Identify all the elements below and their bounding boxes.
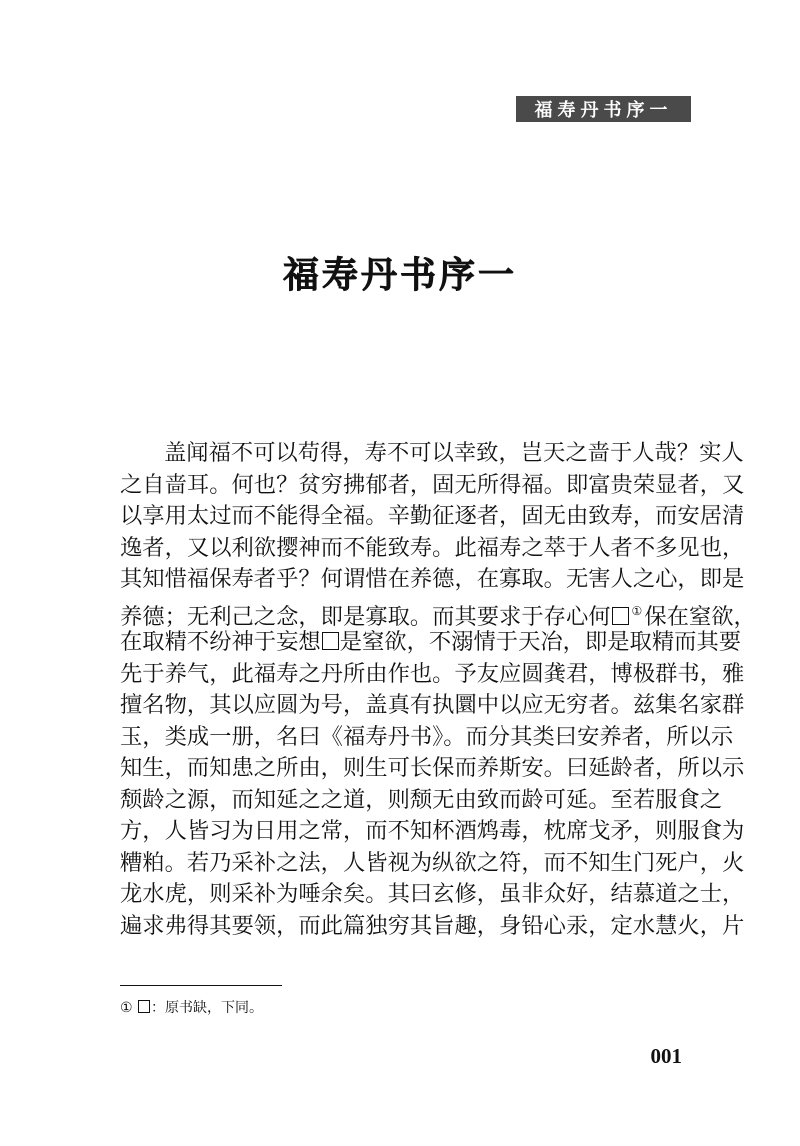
text-line: 擅名物，其以应圆为号，盖真有执圜中以应无穷者。兹集名家群 — [120, 692, 745, 718]
text-segment: 是窒欲，不溺情于天冶，即是取精而其要 — [339, 629, 742, 655]
text-segment: 保在窒欲， — [644, 603, 756, 630]
body-text — [120, 438, 756, 942]
footnote-text: ：原书缺，下同。 — [151, 1000, 264, 1016]
text-line: 先于养气，此福寿之丹所由作也。予友应圆龚君，博极群书，雅 — [120, 660, 745, 687]
missing-character-box — [612, 607, 629, 625]
missing-character-box — [322, 632, 339, 650]
footnote-reference: ① — [631, 603, 643, 618]
text-segment: 在取精不纷神于妄想 — [120, 629, 321, 655]
footnote — [120, 998, 263, 1018]
text-line: 逸者，又以利欲撄神而不能致寿。此福寿之萃于人者不多见也， — [120, 534, 745, 561]
text-line: 玉，类成一册，名曰《福寿丹书》。而分其类曰安养者，所以示 — [120, 723, 734, 750]
text-line: 知生，而知患之所由，则生可长保而养斯安。曰延龄者，所以示 — [120, 755, 745, 781]
text-segment: 养德；无利己之念，即是寡取。而其要求于存心何 — [120, 603, 611, 630]
running-header-title: 福寿丹书序一 — [534, 100, 673, 121]
missing-character-box — [138, 1000, 150, 1013]
text-line — [120, 627, 742, 659]
footnote-marker: ① — [120, 1000, 133, 1016]
chapter-title: 福寿丹书序一 — [282, 255, 517, 296]
running-header — [516, 96, 691, 122]
text-line: 之自啬耳。何也？贫穷拂郁者，固无所得福。即富贵荣显者，又 — [120, 471, 745, 498]
text-line — [120, 596, 756, 630]
text-line: 糟粕。若乃采补之法，人皆视为纵欲之符，而不知生门死户，火 — [120, 849, 745, 876]
text-line: 以享用太过而不能得全福。辛勤征逐者，固无由致寿，而安居清 — [120, 503, 745, 529]
text-line: 颓龄之源，而知延之之道，则颓无由致而龄可延。至若服食之 — [120, 786, 723, 813]
text-line: 遍求弗得其要领，而此篇独穷其旨趣，身铅心汞，定水慧火，片 — [120, 912, 745, 939]
text-line: 盖闻福不可以苟得，寿不可以幸致，岂天之啬于人哉？实人 — [164, 440, 744, 466]
text-line: 龙水虎，则采补为唾余矣。其曰玄修，虽非众好，结慕道之士， — [120, 881, 745, 907]
text-line: 方，人皆习为日用之常，而不知杯酒鸩毒，枕席戈矛，则服食为 — [120, 818, 745, 844]
page-number: 001 — [650, 1044, 682, 1068]
footnote-divider — [120, 985, 282, 986]
text-line: 其知惜福保寿者乎？何谓惜在养德，在寡取。无害人之心，即是 — [120, 566, 745, 592]
